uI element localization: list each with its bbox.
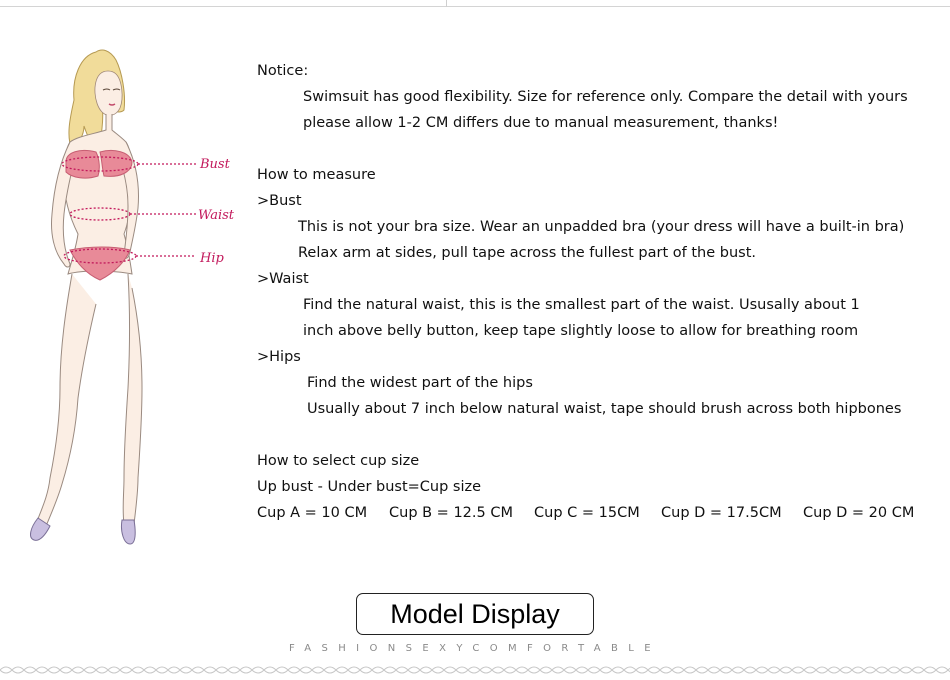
- decorative-border: [0, 663, 950, 677]
- cup-size-item: Cup D = 17.5CM: [661, 505, 782, 521]
- hips-instruction: Usually about 7 inch below natural waist, tape should brush across both hipbones: [307, 401, 902, 417]
- cup-formula: Up bust - Under bust=Cup size: [257, 479, 482, 495]
- hips-instruction: Find the widest part of the hips: [307, 375, 533, 391]
- waist-label: Waist: [198, 208, 235, 223]
- cup-size-item: Cup A = 10 CM: [257, 505, 368, 521]
- left-leg: [36, 274, 96, 530]
- body-measurement-illustration: [20, 38, 250, 553]
- brand-tagline: FASHIONSEXYCOMFORTABLE: [289, 643, 661, 654]
- notice-line: Swimsuit has good flexibility. Size for reference only. Compare the detail with yours: [303, 89, 908, 105]
- waist-title: >Waist: [257, 271, 309, 287]
- waist-instruction: Find the natural waist, this is the smallest part of the waist. Ususally about 1: [303, 297, 860, 313]
- hips-title: >Hips: [257, 349, 301, 365]
- right-shoe: [121, 520, 135, 544]
- cup-size-item: Cup D = 20 CM: [803, 505, 915, 521]
- notice-line: please allow 1-2 CM differs due to manual measurement, thanks!: [303, 115, 779, 131]
- cup-size-item: Cup B = 12.5 CM: [389, 505, 513, 521]
- bust-label: Bust: [200, 157, 230, 172]
- top-divider-mark: [446, 0, 447, 7]
- right-leg: [123, 274, 142, 530]
- cup-size-item: Cup C = 15CM: [534, 505, 640, 521]
- cup-size-row: [257, 500, 937, 526]
- hip-label: Hip: [200, 251, 224, 266]
- cup-heading: How to select cup size: [257, 453, 420, 469]
- bust-title: >Bust: [257, 193, 302, 209]
- face: [95, 71, 122, 115]
- bust-instruction: Relax arm at sides, pull tape across the fullest part of the bust.: [298, 245, 756, 261]
- waist-instruction: inch above belly button, keep tape slightly loose to allow for breathing room: [303, 323, 859, 339]
- notice-heading: Notice:: [257, 63, 309, 79]
- measure-heading: How to measure: [257, 167, 376, 183]
- model-display-button[interactable]: Model Display: [356, 593, 594, 635]
- bust-instruction: This is not your bra size. Wear an unpadded bra (your dress will have a built-in bra): [298, 219, 905, 235]
- top-divider: [0, 6, 950, 7]
